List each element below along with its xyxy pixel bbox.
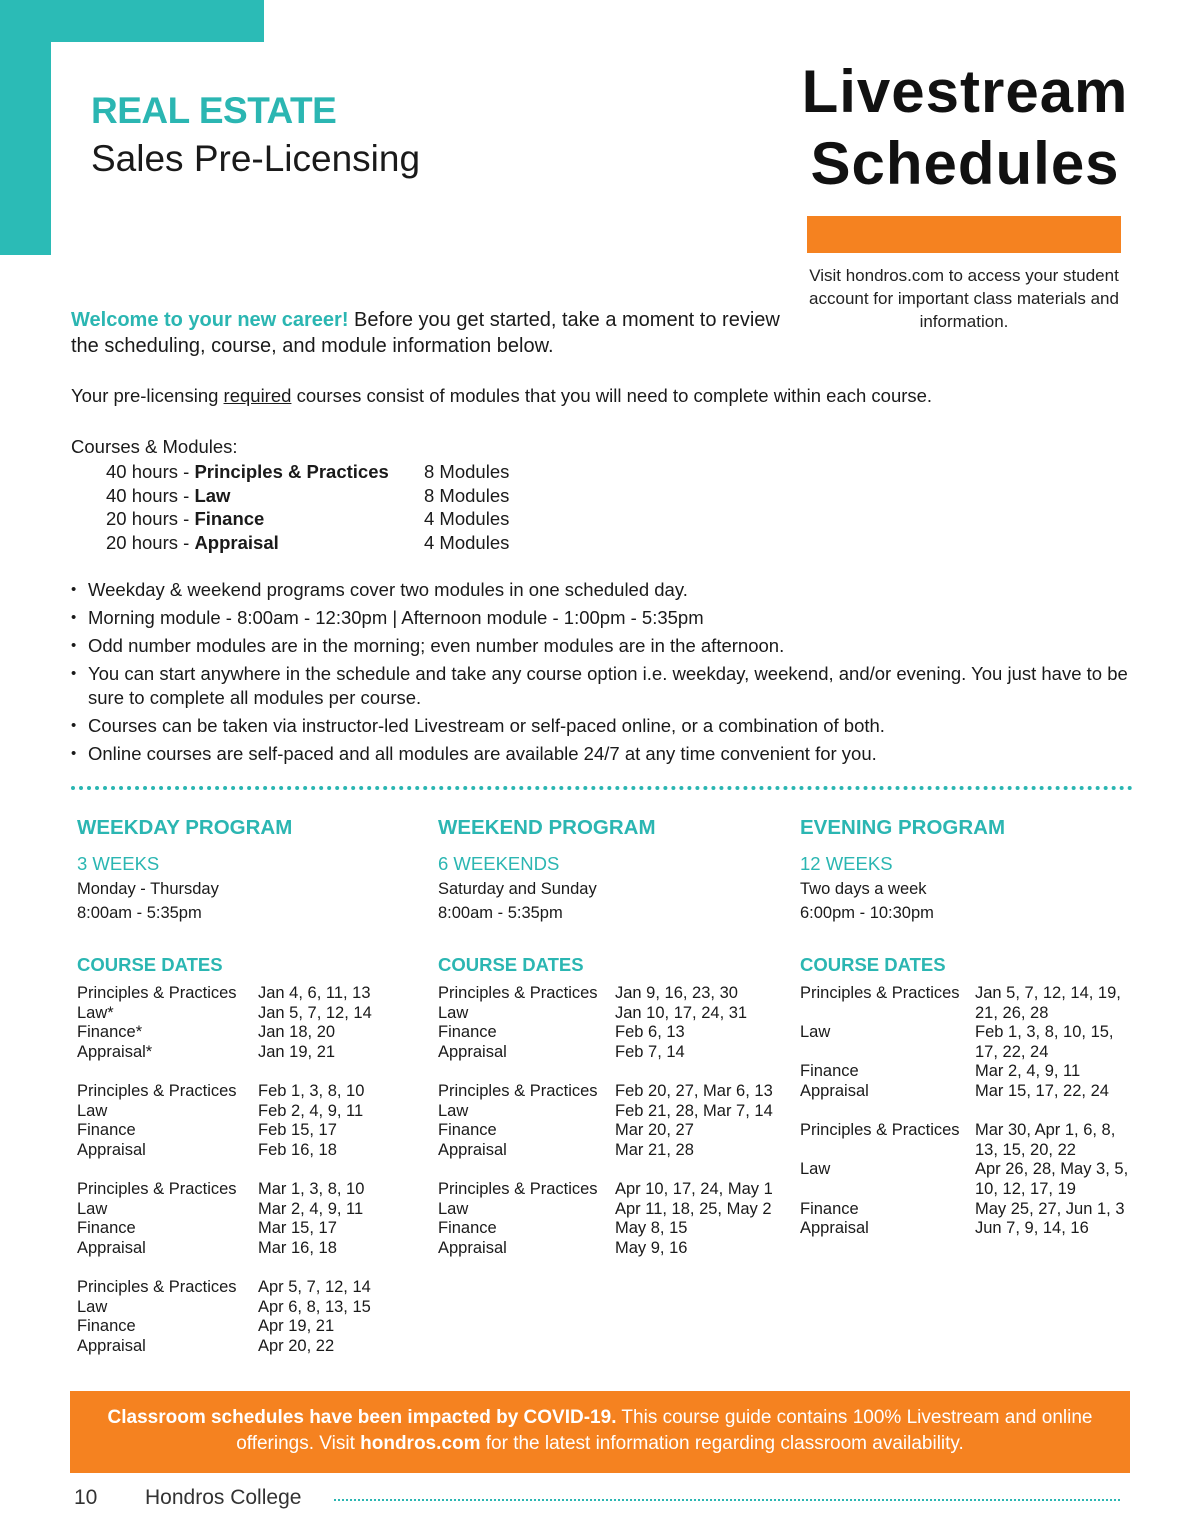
course-date-course: Law bbox=[438, 1003, 469, 1022]
course-date-course: Principles & Practices bbox=[800, 1121, 960, 1140]
visit-note: Visit hondros.com to access your student account for important class materials and information. bbox=[809, 266, 1119, 331]
program-days: Monday - Thursday bbox=[77, 880, 219, 898]
course-hours-text: 20 hours - bbox=[106, 508, 195, 529]
required-note-pre: Your pre-licensing bbox=[71, 385, 224, 406]
course-date-course: Appraisal bbox=[438, 1042, 507, 1061]
course-date-course: Law* bbox=[77, 1003, 114, 1022]
course-date-value: Apr 26, 28, May 3, 5, 10, 12, 17, 19 bbox=[975, 1160, 1129, 1198]
course-date-value: Jun 7, 9, 14, 16 bbox=[975, 1219, 1089, 1238]
course-dates-title: COURSE DATES bbox=[438, 954, 584, 975]
course-hours bbox=[106, 507, 424, 531]
course-date-row bbox=[438, 1200, 788, 1220]
teal-accent-bar-left bbox=[0, 0, 51, 255]
course-date-course: Finance bbox=[438, 1121, 497, 1140]
course-date-course: Principles & Practices bbox=[77, 1081, 237, 1100]
course-module-count: 4 Modules bbox=[424, 508, 510, 529]
course-date-value: Mar 21, 28 bbox=[615, 1140, 694, 1159]
course-name: Appraisal bbox=[194, 531, 279, 553]
welcome-text: Before you get started, take a moment to review the scheduling, course, and module information below. bbox=[71, 309, 780, 357]
course-date-value: Feb 21, 28, Mar 7, 14 bbox=[615, 1101, 773, 1120]
course-dates-title: COURSE DATES bbox=[800, 954, 946, 975]
course-dates-group bbox=[438, 1082, 788, 1160]
course-date-course: Finance bbox=[77, 1317, 136, 1336]
course-date-value: Apr 6, 8, 13, 15 bbox=[258, 1297, 371, 1316]
course-date-course: Principles & Practices bbox=[77, 984, 237, 1002]
course-date-value: May 25, 27, Jun 1, 3 bbox=[975, 1199, 1125, 1218]
section-divider bbox=[71, 786, 1133, 790]
course-date-value: Jan 10, 17, 24, 31 bbox=[615, 1003, 748, 1022]
course-date-course: Finance bbox=[77, 1121, 136, 1140]
program-title: WEEKEND PROGRAM bbox=[438, 816, 656, 839]
orange-accent-block bbox=[807, 216, 1121, 253]
info-bullet: • Online courses are self-paced and all modules are available 24/7 at any time convenient for you. bbox=[71, 742, 1131, 766]
course-date-value: Apr 20, 22 bbox=[258, 1336, 335, 1355]
program-duration: 6 WEEKENDS bbox=[438, 853, 560, 874]
course-date-course: Appraisal* bbox=[77, 1042, 153, 1061]
category-heading: REAL ESTATE bbox=[91, 90, 337, 131]
course-date-value: Jan 5, 7, 12, 14 bbox=[258, 1003, 372, 1022]
course-name: Law bbox=[194, 484, 231, 506]
course-date-course: Finance bbox=[438, 1219, 497, 1238]
course-date-value: May 8, 15 bbox=[615, 1219, 688, 1238]
course-date-course: Law bbox=[438, 1101, 469, 1120]
course-date-value: Mar 2, 4, 9, 11 bbox=[258, 1199, 364, 1218]
course-date-course: Appraisal bbox=[800, 1081, 869, 1100]
page-title bbox=[780, 56, 1150, 200]
course-hours-text: 20 hours - bbox=[106, 531, 195, 553]
courses-modules-table bbox=[106, 460, 509, 554]
info-bullet: • You can start anywhere in the schedule and take any course option i.e. weekday, weekend, and/or evening. You just have to be sure to complete all modules per course. bbox=[71, 662, 1131, 709]
footer-college-name: Hondros College bbox=[145, 1486, 302, 1509]
course-date-row bbox=[800, 1062, 1150, 1082]
course-date-course: Law bbox=[800, 1160, 831, 1179]
course-date-row bbox=[800, 1121, 1150, 1160]
course-date-value: Feb 20, 27, Mar 6, 13 bbox=[615, 1081, 773, 1100]
course-module-row bbox=[106, 531, 509, 555]
course-date-course: Principles & Practices bbox=[800, 984, 960, 1002]
course-date-value: May 9, 16 bbox=[615, 1238, 688, 1257]
course-date-course: Finance bbox=[77, 1219, 136, 1238]
course-module-count: 8 Modules bbox=[424, 484, 510, 506]
course-date-row bbox=[800, 1023, 1150, 1062]
course-dates-group bbox=[77, 1082, 427, 1160]
info-bullet: • Courses can be taken via instructor-led Livestream or self-paced online, or a combination of both. bbox=[71, 714, 1131, 738]
course-module-row bbox=[106, 460, 509, 484]
course-date-course: Law bbox=[800, 1023, 831, 1042]
course-hours bbox=[106, 460, 424, 484]
course-date-row bbox=[438, 1121, 788, 1141]
course-date-row bbox=[77, 1278, 427, 1298]
course-date-row bbox=[77, 1082, 427, 1102]
course-date-course: Principles & Practices bbox=[438, 1179, 598, 1198]
course-date-row bbox=[77, 1298, 427, 1318]
course-date-value: Jan 4, 6, 11, 13 bbox=[258, 984, 371, 1002]
course-date-row bbox=[77, 1043, 427, 1063]
course-dates-group bbox=[77, 1278, 427, 1356]
course-date-value: Jan 9, 16, 23, 30 bbox=[615, 984, 738, 1002]
course-date-course: Principles & Practices bbox=[77, 1277, 237, 1296]
evening-program bbox=[800, 816, 1150, 1258]
course-date-value: Mar 1, 3, 8, 10 bbox=[258, 1179, 365, 1198]
course-date-course: Appraisal bbox=[438, 1238, 507, 1257]
course-dates-title: COURSE DATES bbox=[77, 954, 223, 975]
course-date-value: Feb 1, 3, 8, 10, 15, 17, 22, 24 bbox=[975, 1023, 1114, 1061]
course-date-row bbox=[438, 1043, 788, 1063]
course-date-row bbox=[800, 1160, 1150, 1199]
course-date-course: Finance bbox=[800, 1199, 859, 1218]
course-date-course: Appraisal bbox=[438, 1140, 507, 1159]
program-hours: 6:00pm - 10:30pm bbox=[800, 904, 934, 922]
course-date-course: Finance bbox=[438, 1023, 497, 1042]
course-module-count: 4 Modules bbox=[424, 531, 510, 553]
welcome-paragraph bbox=[71, 307, 791, 359]
info-bullet: • Morning module - 8:00am - 12:30pm | Afternoon module - 1:00pm - 5:35pm bbox=[71, 606, 1131, 630]
program-days: Two days a week bbox=[800, 880, 927, 898]
course-date-row bbox=[77, 1239, 427, 1259]
course-date-course: Appraisal bbox=[800, 1219, 869, 1238]
course-date-value: Feb 6, 13 bbox=[615, 1023, 685, 1042]
course-date-row bbox=[77, 1219, 427, 1239]
required-courses-note bbox=[71, 385, 932, 407]
course-date-value: Jan 19, 21 bbox=[258, 1042, 336, 1061]
program-title: WEEKDAY PROGRAM bbox=[77, 816, 293, 839]
page-title-line2: Schedules bbox=[810, 130, 1120, 197]
course-date-course: Law bbox=[438, 1199, 469, 1218]
course-date-value: Feb 2, 4, 9, 11 bbox=[258, 1101, 364, 1120]
course-date-row bbox=[77, 984, 427, 1004]
course-hours-text: 40 hours - bbox=[106, 484, 195, 506]
course-date-course: Principles & Practices bbox=[438, 1081, 598, 1100]
course-date-row bbox=[438, 1219, 788, 1239]
covid-notice-text2: for the latest information regarding classroom availability. bbox=[480, 1433, 964, 1454]
required-note-post: courses consist of modules that you will need to complete within each course. bbox=[291, 385, 933, 406]
covid-notice-text1: This course guide contains 100% Livestream and online offerings. Visit bbox=[236, 1407, 1093, 1454]
course-date-value: Jan 5, 7, 12, 14, 19, 21, 26, 28 bbox=[975, 984, 1121, 1022]
course-date-course: Appraisal bbox=[77, 1238, 146, 1257]
course-date-value: Mar 15, 17 bbox=[258, 1219, 337, 1238]
course-dates-group bbox=[77, 1180, 427, 1258]
weekday-program bbox=[77, 816, 427, 1376]
course-name: Finance bbox=[194, 508, 265, 529]
course-dates-group bbox=[438, 1180, 788, 1258]
course-date-value: Mar 15, 17, 22, 24 bbox=[975, 1081, 1109, 1100]
course-date-row bbox=[77, 1317, 427, 1337]
course-dates-list bbox=[77, 984, 427, 1356]
course-date-value: Apr 5, 7, 12, 14 bbox=[258, 1277, 371, 1296]
course-date-row bbox=[800, 984, 1150, 1023]
course-date-row bbox=[438, 1141, 788, 1161]
course-hours bbox=[106, 484, 424, 508]
program-hours: 8:00am - 5:35pm bbox=[77, 904, 202, 922]
course-date-row bbox=[77, 1023, 427, 1043]
welcome-lead: Welcome to your new career! bbox=[71, 309, 349, 331]
course-date-course: Finance* bbox=[77, 1023, 143, 1042]
course-date-row bbox=[77, 1004, 427, 1024]
course-date-row bbox=[77, 1200, 427, 1220]
weekend-program bbox=[438, 816, 788, 1278]
course-date-course: Law bbox=[77, 1297, 108, 1316]
course-date-course: Finance bbox=[800, 1062, 859, 1081]
course-date-value: Apr 10, 17, 24, May 1 bbox=[615, 1179, 773, 1198]
course-date-row bbox=[438, 1102, 788, 1122]
course-date-course: Law bbox=[77, 1199, 108, 1218]
page-title-line1: Livestream bbox=[801, 58, 1129, 125]
course-date-value: Mar 2, 4, 9, 11 bbox=[975, 1062, 1081, 1081]
course-date-value: Apr 19, 21 bbox=[258, 1317, 335, 1336]
info-bullet: • Weekday & weekend programs cover two modules in one scheduled day. bbox=[71, 578, 1131, 602]
course-date-value: Feb 1, 3, 8, 10 bbox=[258, 1081, 365, 1100]
course-hours-text: 40 hours - bbox=[106, 461, 195, 482]
covid-notice-banner bbox=[70, 1391, 1130, 1473]
program-title: EVENING PROGRAM bbox=[800, 816, 1006, 839]
course-date-row bbox=[77, 1141, 427, 1161]
course-dates-group bbox=[800, 984, 1150, 1102]
course-name: Principles & Practices bbox=[194, 461, 389, 482]
covid-notice-lead: Classroom schedules have been impacted by COVID-19. bbox=[107, 1407, 617, 1428]
program-duration: 12 WEEKS bbox=[800, 853, 893, 874]
info-bullet: • Odd number modules are in the morning; even number modules are in the afternoon. bbox=[71, 634, 1131, 658]
course-dates-list bbox=[800, 984, 1150, 1239]
course-date-row bbox=[800, 1200, 1150, 1220]
course-date-row bbox=[438, 1023, 788, 1043]
course-date-value: Feb 16, 18 bbox=[258, 1140, 337, 1159]
course-date-row bbox=[77, 1337, 427, 1357]
course-hours bbox=[106, 531, 424, 555]
courses-modules-title: Courses & Modules: bbox=[71, 436, 238, 457]
page-number: 10 bbox=[74, 1486, 98, 1509]
course-dates-group bbox=[438, 984, 788, 1062]
course-date-value: Apr 11, 18, 25, May 2 bbox=[615, 1199, 772, 1218]
program-hours: 8:00am - 5:35pm bbox=[438, 904, 563, 922]
course-date-row bbox=[438, 1004, 788, 1024]
course-module-row bbox=[106, 484, 509, 508]
info-bullet-list bbox=[71, 578, 1131, 770]
course-date-course: Principles & Practices bbox=[438, 984, 598, 1002]
course-date-value: Mar 16, 18 bbox=[258, 1238, 337, 1257]
course-date-value: Feb 15, 17 bbox=[258, 1121, 337, 1140]
course-dates-group bbox=[800, 1121, 1150, 1239]
course-date-course: Principles & Practices bbox=[77, 1179, 237, 1198]
course-date-row bbox=[438, 984, 788, 1004]
course-date-row bbox=[800, 1082, 1150, 1102]
course-date-value: Mar 20, 27 bbox=[615, 1121, 694, 1140]
hondros-link[interactable]: hondros.com bbox=[360, 1433, 481, 1454]
course-date-course: Appraisal bbox=[77, 1336, 146, 1355]
course-dates-group bbox=[77, 984, 427, 1062]
course-date-row bbox=[77, 1121, 427, 1141]
program-duration: 3 WEEKS bbox=[77, 853, 160, 874]
course-date-row bbox=[800, 1219, 1150, 1239]
program-days: Saturday and Sunday bbox=[438, 880, 597, 898]
course-date-row bbox=[438, 1239, 788, 1259]
course-date-row bbox=[77, 1180, 427, 1200]
course-date-course: Appraisal bbox=[77, 1140, 146, 1159]
course-module-count: 8 Modules bbox=[424, 461, 510, 482]
course-date-row bbox=[438, 1082, 788, 1102]
course-date-value: Jan 18, 20 bbox=[258, 1023, 336, 1042]
course-date-row bbox=[77, 1102, 427, 1122]
course-date-course: Law bbox=[77, 1101, 108, 1120]
course-module-row bbox=[106, 507, 509, 531]
course-date-row bbox=[438, 1180, 788, 1200]
course-date-value: Feb 7, 14 bbox=[615, 1042, 685, 1061]
course-date-value: Mar 30, Apr 1, 6, 8, 13, 15, 20, 22 bbox=[975, 1121, 1116, 1159]
footer-divider bbox=[334, 1499, 1120, 1501]
category-subtitle: Sales Pre-Licensing bbox=[91, 138, 421, 179]
course-dates-list bbox=[438, 984, 788, 1258]
required-word: required bbox=[223, 385, 292, 406]
